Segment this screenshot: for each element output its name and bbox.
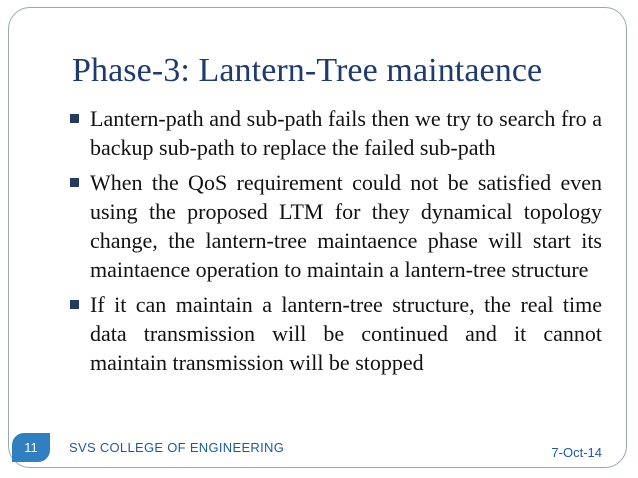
bullet-item	[70, 104, 602, 162]
slide-number-badge: 11	[12, 433, 50, 462]
bullet-text: If it can maintain a lantern-tree structure, the real time data transmission will be continued and it cannot maintain transmission will be stopped	[90, 292, 602, 375]
bullet-list	[70, 104, 602, 383]
footer-organization: SVS COLLEGE OF ENGINEERING	[69, 440, 285, 455]
square-bullet-icon	[70, 114, 79, 123]
footer-date: 7-Oct-14	[551, 445, 602, 460]
bullet-text: Lantern-path and sub-path fails then we try to search fro a backup sub-path to replace the failed sub-path	[90, 106, 602, 160]
square-bullet-icon	[70, 300, 79, 309]
slide-title: Phase-3: Lantern-Tree maintaence	[72, 52, 543, 89]
bullet-text: When the QoS requirement could not be satisfied even using the proposed LTM for they dynamical topology change, the lantern-tree maintaence phase will start its maintaence operation to maintain a lantern-tree structure	[90, 170, 602, 282]
square-bullet-icon	[70, 178, 79, 187]
bullet-item	[70, 290, 602, 377]
bullet-item	[70, 168, 602, 284]
